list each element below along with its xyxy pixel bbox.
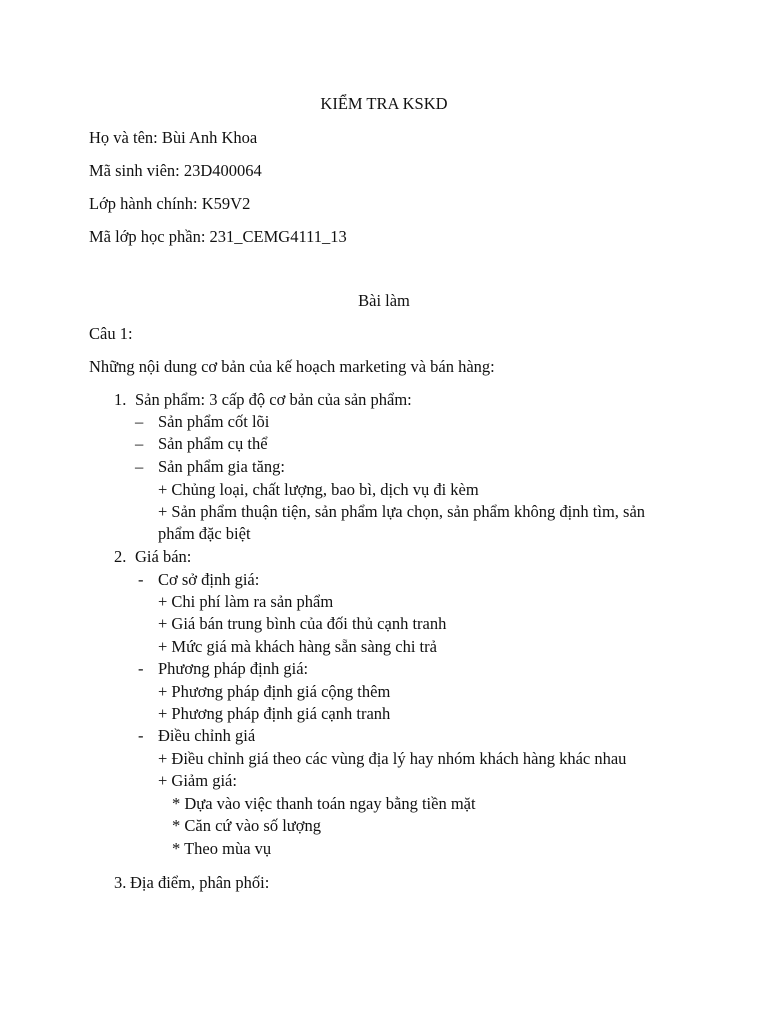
dash-bullet: - <box>138 659 144 678</box>
info-student-id: Mã sinh viên: 23D400064 <box>89 161 262 180</box>
sub-item: + Chi phí làm ra sản phẩm <box>158 592 334 611</box>
sub-item: + Mức giá mà khách hàng sẵn sàng chi trả <box>158 637 437 656</box>
list-item: Điều chỉnh giá <box>158 726 256 745</box>
sub-item: + Giá bán trung bình của đối thủ cạnh tranh <box>158 614 447 633</box>
dash-bullet: – <box>135 457 144 476</box>
intro-text: Những nội dung cơ bản của kế hoạch marketing và bán hàng: <box>89 357 495 376</box>
info-name: Họ và tên: Bùi Anh Khoa <box>89 128 258 147</box>
question-label: Câu 1: <box>89 324 133 343</box>
list-number: 1. <box>114 390 127 409</box>
sub-item: + Chủng loại, chất lượng, bao bì, dịch vụ đi kèm <box>158 480 479 499</box>
section-heading: Bài làm <box>358 291 410 310</box>
list-item: Sản phẩm cụ thể <box>158 434 268 453</box>
section-title-distribution: Địa điểm, phân phối: <box>130 873 270 892</box>
sub-item-continuation: phẩm đặc biệt <box>158 524 251 543</box>
info-course-code: Mã lớp học phần: 231_CEMG4111_13 <box>89 227 347 246</box>
document-title: KIỂM TRA KSKD <box>320 94 448 113</box>
list-item: Cơ sở định giá: <box>158 570 260 589</box>
sub-sub-item: * Theo mùa vụ <box>172 839 272 858</box>
list-item: Phương pháp định giá: <box>158 659 309 678</box>
info-class: Lớp hành chính: K59V2 <box>89 194 251 213</box>
sub-item: + Điều chỉnh giá theo các vùng địa lý hay nhóm khách hàng khác nhau <box>158 749 627 768</box>
section-title-price: Giá bán: <box>135 547 192 566</box>
list-item: Sản phẩm cốt lõi <box>158 412 270 431</box>
list-number: 2. <box>114 547 127 566</box>
dash-bullet: - <box>138 726 144 745</box>
sub-item: + Phương pháp định giá cộng thêm <box>158 682 391 701</box>
sub-sub-item: * Dựa vào việc thanh toán ngay bằng tiền mặt <box>172 794 476 813</box>
list-item: Sản phẩm gia tăng: <box>158 457 285 476</box>
sub-item: + Giảm giá: <box>158 771 237 790</box>
dash-bullet: – <box>135 412 144 431</box>
section-title-product: Sản phẩm: 3 cấp độ cơ bản của sản phẩm: <box>135 390 412 409</box>
sub-sub-item: * Căn cứ vào số lượng <box>172 816 321 835</box>
dash-bullet: – <box>135 434 144 453</box>
list-number: 3. <box>114 873 127 892</box>
dash-bullet: - <box>138 570 144 589</box>
sub-item: + Phương pháp định giá cạnh tranh <box>158 704 391 723</box>
sub-item: + Sản phẩm thuận tiện, sản phẩm lựa chọn, sản phẩm không định tìm, sản <box>158 502 646 521</box>
